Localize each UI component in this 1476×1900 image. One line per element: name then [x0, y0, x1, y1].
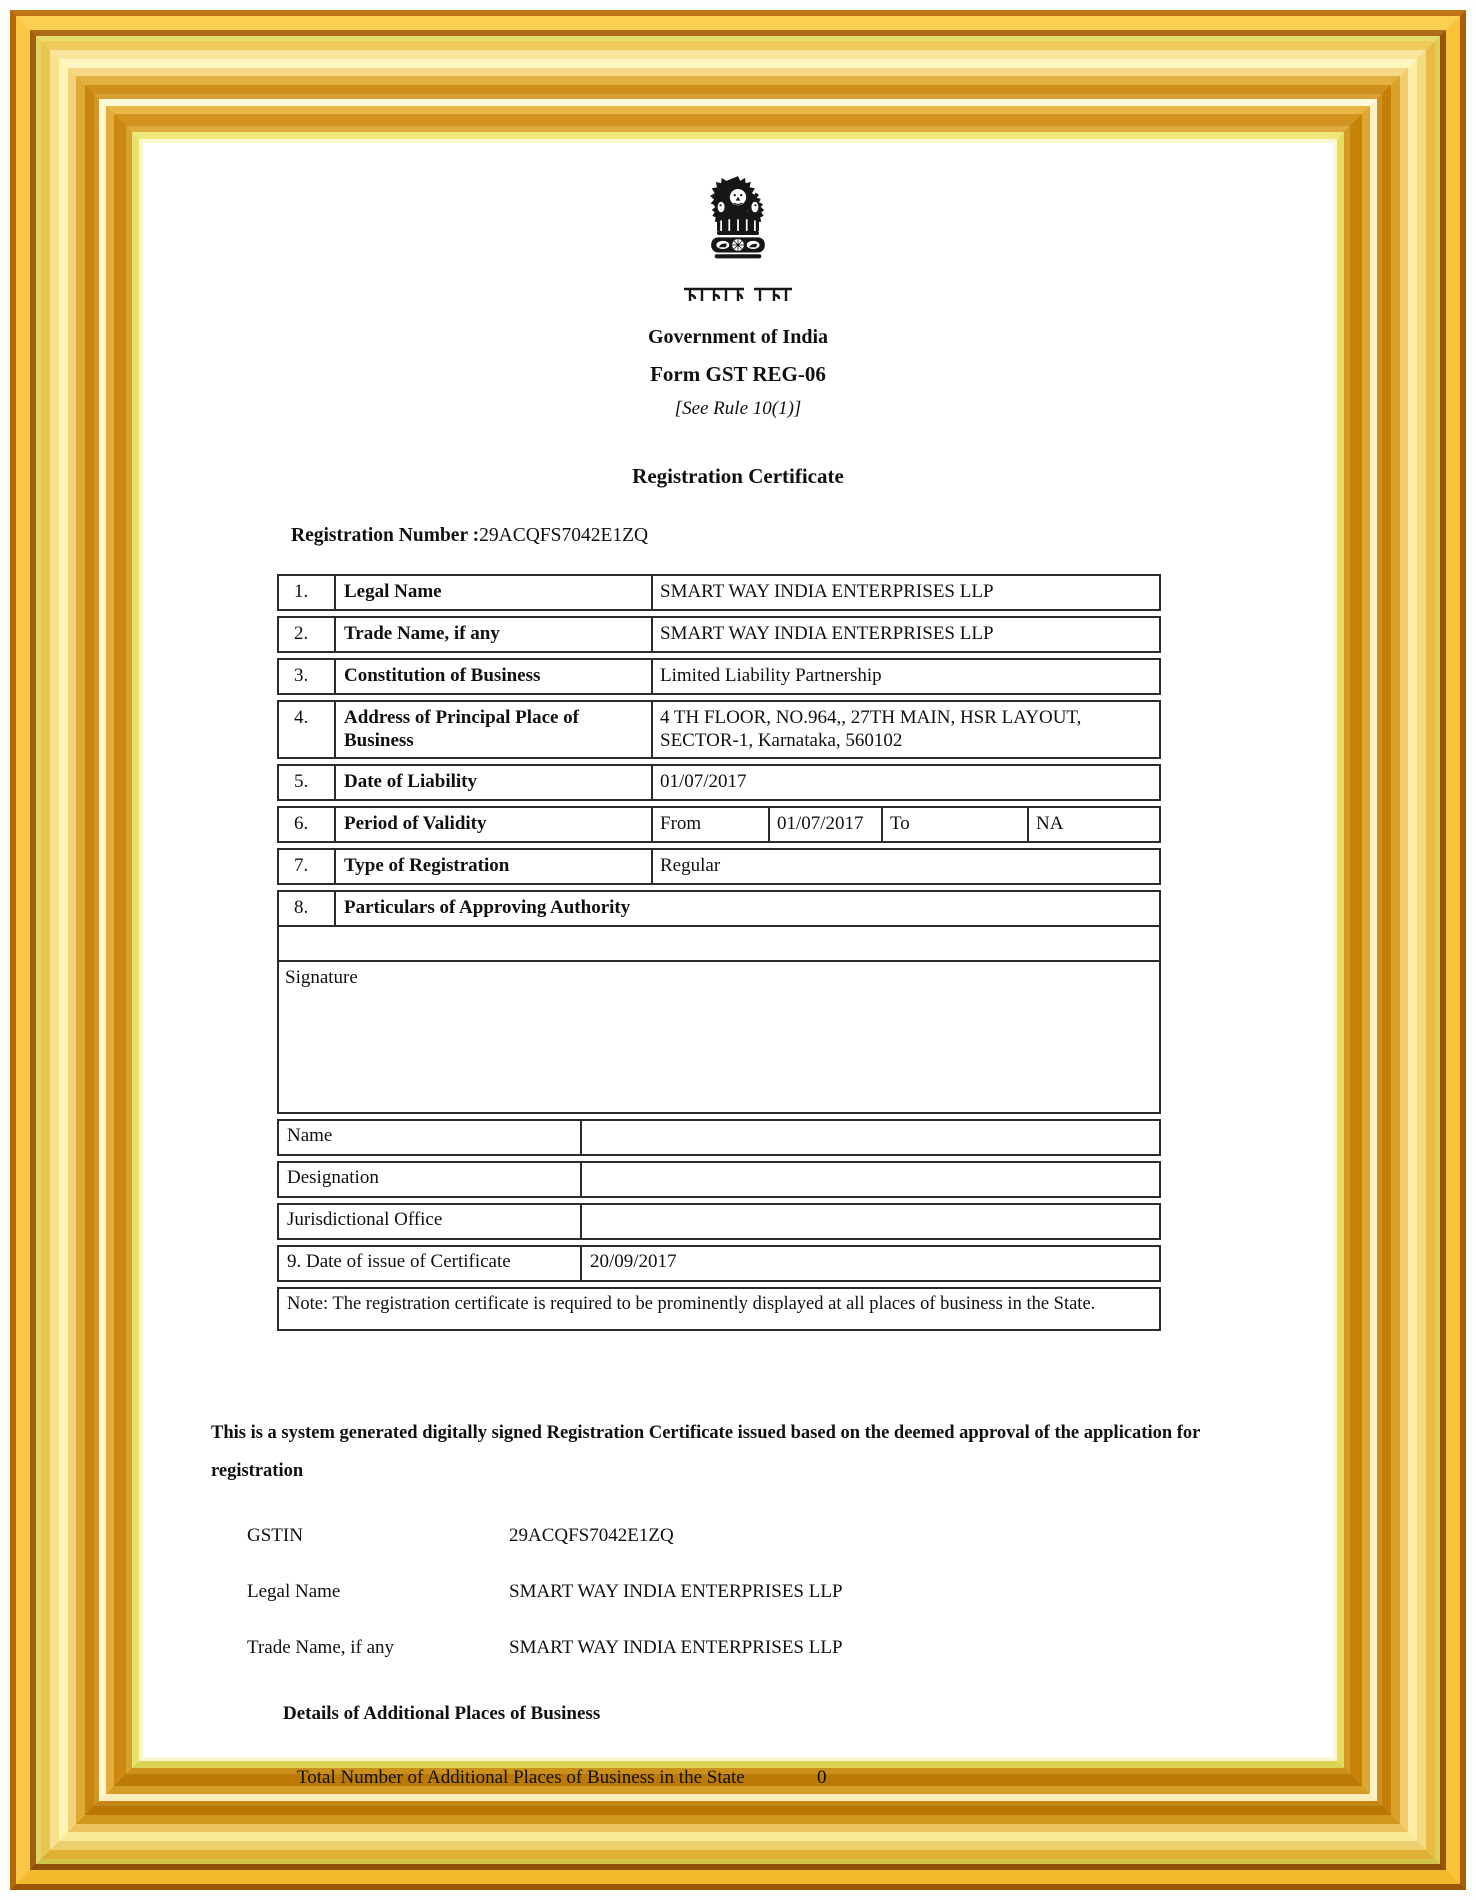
row-value: Regular	[651, 850, 1159, 883]
row-value: Limited Liability Partnership	[651, 660, 1159, 693]
registration-details-table	[277, 574, 1161, 1114]
total-value: 0	[817, 1766, 827, 1788]
row-value	[580, 1205, 1159, 1238]
additional-places-heading: Details of Additional Places of Business	[283, 1702, 601, 1724]
form-title: Form GST REG-06	[650, 362, 826, 386]
signature-box: Signature	[285, 967, 358, 988]
registration-number-value: 29ACQFS7042E1ZQ	[479, 525, 649, 546]
table-row-date-of-liability	[277, 764, 1161, 801]
row-label: Name	[287, 1125, 333, 1146]
row-value: SMART WAY INDIA ENTERPRISES LLP	[651, 618, 1159, 651]
table-row-approving-authority	[279, 892, 1159, 927]
field-gstin	[247, 1525, 1317, 1547]
table-row-jurisdictional-office	[277, 1203, 1161, 1240]
registration-number-label: Registration Number :	[291, 525, 480, 546]
validity-from-label: From	[651, 808, 768, 841]
row-number: 8.	[294, 897, 309, 918]
registration-number-line	[291, 525, 1317, 547]
row-label: Trade Name, if any	[334, 618, 651, 651]
row-number: 5.	[294, 771, 309, 792]
row-label: Type of Registration	[334, 850, 651, 883]
validity-to-label: To	[881, 808, 1027, 841]
field-value: SMART WAY INDIA ENTERPRISES LLP	[509, 1580, 843, 1602]
row-value	[580, 1121, 1159, 1154]
approving-authority-group	[277, 890, 1161, 1114]
field-legal-name	[247, 1581, 1317, 1603]
table-row-legal-name	[277, 574, 1161, 611]
approving-authority-empty-row	[279, 927, 1159, 962]
certificate-title: Registration Certificate	[632, 464, 844, 488]
field-value: SMART WAY INDIA ENTERPRISES LLP	[509, 1636, 843, 1658]
table-row-address	[277, 700, 1161, 759]
row-label: Particulars of Approving Authority	[334, 892, 1159, 925]
field-label: Trade Name, if any	[247, 1636, 395, 1658]
table-row-type-of-registration	[277, 848, 1161, 885]
field-value: 29ACQFS7042E1ZQ	[509, 1524, 674, 1546]
row-value: 4 TH FLOOR, NO.964,, 27TH MAIN, HSR LAYOUT, SECTOR-1, Karnataka, 560102	[651, 702, 1159, 757]
table-row-designation	[277, 1161, 1161, 1198]
system-generated-note: This is a system generated digitally signed Registration Certificate issued based on the deemed approval of the application for registration	[211, 1423, 1201, 1481]
field-label: Legal Name	[247, 1580, 341, 1602]
validity-to-value: NA	[1027, 808, 1159, 841]
row-label: Designation	[287, 1167, 379, 1188]
note-row: Note: The registration certificate is required to be prominently displayed at all places of business in the State.	[277, 1287, 1161, 1331]
emblem-block	[159, 175, 1317, 304]
table-row-officer-name	[277, 1119, 1161, 1156]
row-label: Legal Name	[334, 576, 651, 609]
table-row-period-of-validity	[277, 806, 1161, 843]
row-number: 7.	[294, 855, 309, 876]
table-row-trade-name	[277, 616, 1161, 653]
india-national-emblem-icon	[703, 175, 773, 277]
field-trade-name	[247, 1637, 1317, 1659]
validity-from-value: 01/07/2017	[768, 808, 881, 841]
row-label: Constitution of Business	[334, 660, 651, 693]
certificate-page	[143, 143, 1333, 1788]
emblem-motto	[682, 286, 794, 304]
summary-fields	[247, 1525, 1317, 1659]
row-label: Date of Liability	[334, 766, 651, 799]
row-number: 3.	[294, 665, 309, 686]
row-value: SMART WAY INDIA ENTERPRISES LLP	[651, 576, 1159, 609]
row-number: 2.	[294, 623, 309, 644]
row-number: 1.	[294, 581, 309, 602]
table-row-constitution	[277, 658, 1161, 695]
row-label: Jurisdictional Office	[287, 1209, 443, 1230]
row-number: 6.	[294, 813, 309, 834]
row-label: Period of Validity	[334, 808, 651, 841]
table-row-date-of-issue	[277, 1245, 1161, 1282]
officer-table	[277, 1119, 1161, 1331]
rule-reference: [See Rule 10(1)]	[674, 398, 802, 419]
row-number: 4.	[294, 707, 309, 728]
government-of-india-title: Government of India	[648, 326, 828, 348]
row-value	[580, 1163, 1159, 1196]
total-label: Total Number of Additional Places of Business in the State	[297, 1766, 745, 1788]
total-additional-places-line	[297, 1767, 1317, 1789]
row-value: 20/09/2017	[580, 1247, 1159, 1280]
row-label: 9. Date of issue of Certificate	[287, 1251, 511, 1272]
field-label: GSTIN	[247, 1524, 303, 1546]
row-label: Address of Principal Place of Business	[334, 702, 651, 757]
row-value: 01/07/2017	[651, 766, 1159, 799]
